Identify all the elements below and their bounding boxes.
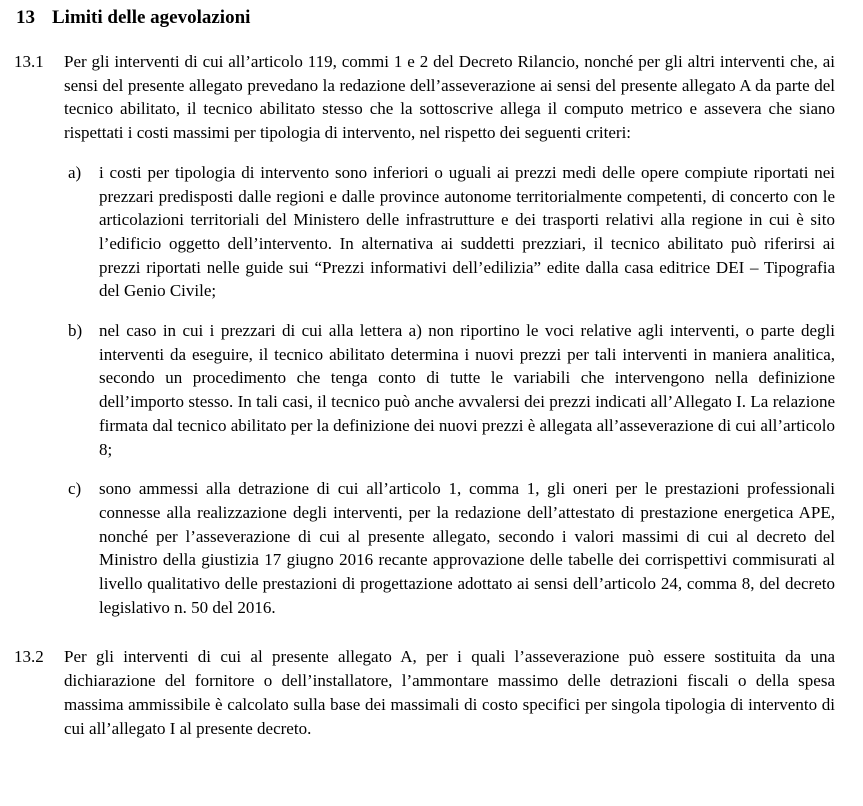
section-body xyxy=(64,50,835,635)
section-paragraph: Per gli interventi di cui al presente allegato A, per i quali l’asseverazione può essere sostituita da una dichiarazione del fornitore o dell’installatore, l’ammontare massimo delle detrazioni fiscali o della spesa massima ammissibile è calcolato sulla base dei massimali di costo specifici per singola tipologia di intervento di cui all’allegato I al presente decreto. xyxy=(64,647,835,738)
list-item-c xyxy=(68,477,835,619)
heading-title: Limiti delle agevolazioni xyxy=(52,7,251,28)
list-item-letter: b) xyxy=(68,321,83,341)
list-item-text: nel caso in cui i prezzari di cui alla lettera a) non riportino le voci relative agli interventi, o parte degli interventi da eseguire, il tecnico abilitato determina i nuovi prezzi per tali interventi in maniera analitica, secondo un procedimento che tenga conto di tutte le variabili che intervengono nella definizione dell’importo stesso. In tali casi, il tecnico può anche avvalersi dei prezzi indicati all’Allegato I. La relazione firmata dal tecnico abilitato per la definizione dei nuovi prezzi è allegata all’asseverazione di cui all’articolo 8; xyxy=(99,321,835,459)
list-item-text: sono ammessi alla detrazione di cui all’articolo 1, comma 1, gli oneri per le prestazioni professionali connesse alla realizzazione degli interventi, per la redazione dell’attestato di prestazione energetica APE, nonché per l’asseverazione di cui al presente allegato, secondo i valori massimi di cui al decreto del Ministro della giustizia 17 giugno 2016 recante approvazione delle tabelle dei corrispettivi commisurati al livello qualitativo delle prestazioni di progettazione adottato ai sensi dell’articolo 24, comma 8, del decreto legislativo n. 50 del 2016. xyxy=(99,479,835,617)
heading-number: 13 xyxy=(16,7,35,28)
section-number: 13.1 xyxy=(14,52,44,71)
section-heading xyxy=(16,6,835,30)
list-item-letter: a) xyxy=(68,162,82,182)
list-item-b xyxy=(68,319,835,461)
criteria-list xyxy=(68,161,835,620)
section-13-1 xyxy=(14,50,835,635)
list-item-letter: c) xyxy=(68,479,82,499)
list-item-text: i costi per tipologia di intervento sono inferiori o uguali ai prezzi medi delle opere compiute riportati nei prezzari predisposti dalle regioni e dalle province autonome territorialmente competenti, di concerto con le articolazioni territoriali del Ministero delle infrastrutture e dei trasporti relativi alla regione in cui è sito l’edificio oggetto dell’intervento. In alternativa ai suddetti prezziari, il tecnico abilitato può riferirsi ai prezzi riportati nelle guide sui “Prezzi informativi dell’edilizia” edite dalla casa editrice DEI – Tipografia del Genio Civile; xyxy=(99,162,835,301)
section-intro-paragraph: Per gli interventi di cui all’articolo 119, commi 1 e 2 del Decreto Rilancio, nonché per gli altri interventi che, ai sensi del presente allegato prevedano la redazione dell’asseverazione ai sensi del presente allegato A da parte del tecnico abilitato, il tecnico abilitato stesso che la sottoscrive allega il computo metrico e assevera che siano rispettati i costi massimi per tipologia di intervento, nel rispetto dei seguenti criteri: xyxy=(64,52,835,143)
section-number: 13.2 xyxy=(14,647,44,667)
list-item-a xyxy=(68,161,835,303)
section-13-2 xyxy=(14,645,835,740)
section-body xyxy=(64,645,835,740)
